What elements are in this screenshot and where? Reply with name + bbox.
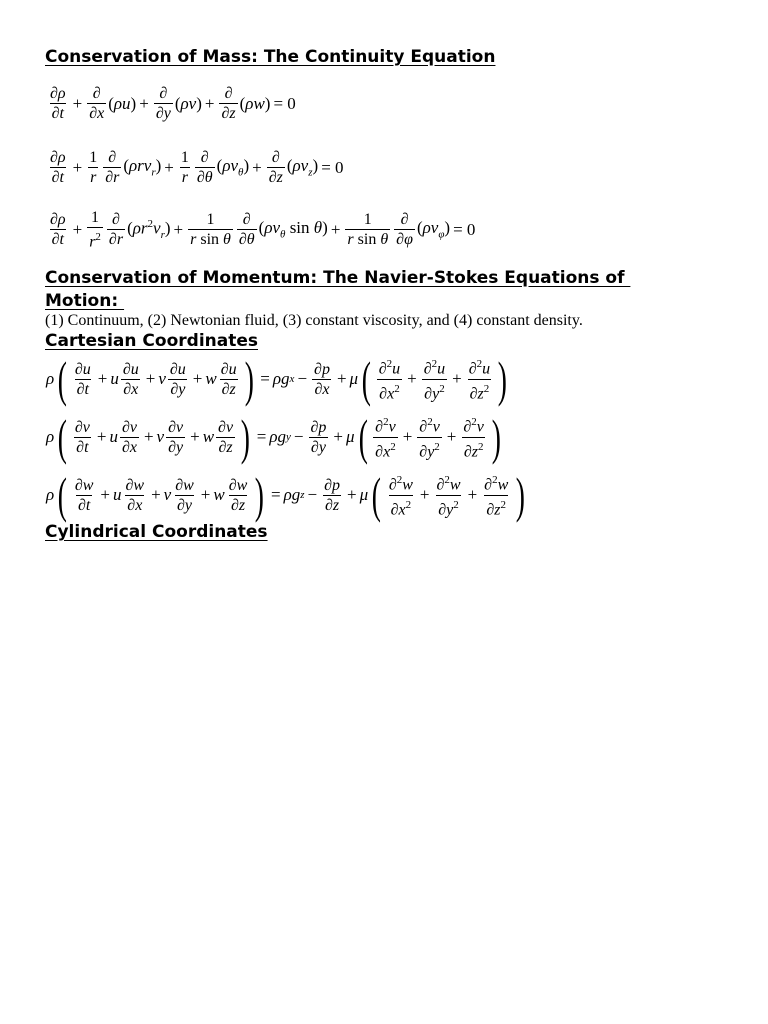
equation-navier-stokes-z: ρ ( $\frac{\partial w}{\partial t}$ + u $\frac{\partial w}{\partial x}$ + v $\frac{\partial w}{\partial y}$ + w $\frac{\partial w}{\partial z}$ ) = ρg z − $\frac{\partial p}{\partial z}$ + μ ( $\frac{\partial^2w}{\partial x^2}$ + $\frac{\partial^2w}{\partial y^2}$ + $\frac{\partial^2w}{\partial z^2}$ ) bbox=[46, 467, 526, 523]
equation-navier-stokes-x: ρ ( $\frac{\partial u}{\partial t}$ + u $\frac{\partial u}{\partial x}$ + v $\frac{\partial u}{\partial y}$ + w $\frac{\partial u}{\partial z}$ ) = ρg x − $\frac{\partial p}{\partial x}$ + μ ( $\frac{\partial^2u}{\partial x^2}$ + $\frac{\partial^2u}{\partial y^2}$ + $\frac{\partial^2u}{\partial z^2}$ ) bbox=[46, 351, 508, 407]
equation-navier-stokes-y: ρ ( $\frac{\partial v}{\partial t}$ + u $\frac{\partial v}{\partial x}$ + v $\frac{\partial v}{\partial y}$ + w $\frac{\partial v}{\partial z}$ ) = ρg y − $\frac{\partial p}{\partial y}$ + μ ( $\frac{\partial^2v}{\partial x^2}$ + $\frac{\partial^2v}{\partial y^2}$ + $\frac{\partial^2v}{\partial z^2}$ ) bbox=[46, 409, 501, 465]
heading-cylindrical-coordinates: Cylindrical Coordinates bbox=[45, 522, 268, 542]
equation-continuity-cartesian: $\frac{\partial\rho}{\partial t}$ + $\frac{\partial}{\partial x}$ (ρu) + $\frac{\partial}{\partial y}$ (ρv) + $\frac{\partial}{\partial z}$ (ρw) = 0 bbox=[50, 85, 296, 122]
heading-conservation-of-momentum-line2: Motion: bbox=[45, 291, 125, 311]
equation-continuity-cylindrical: $\frac{\partial\rho}{\partial t}$ + $\frac{1}{r}$ $\frac{\partial}{\partial r}$ (ρrv$_r$) + $\frac{1}{r}$ $\frac{\partial}{\partial\theta}$ $(\rho v_\theta)$ + $\frac{\partial}{\partial z}$ $(\rho v_z)$ = 0 bbox=[50, 149, 344, 186]
heading-conservation-of-mass: Conservation of Mass: The Continuity Equation bbox=[45, 47, 496, 67]
assumptions-text: (1) Continuum, (2) Newtonian fluid, (3) constant viscosity, and (4) constant density. bbox=[45, 312, 583, 329]
heading-conservation-of-momentum: Conservation of Momentum: The Navier-Stokes Equations of bbox=[45, 268, 631, 288]
heading-cartesian-coordinates: Cartesian Coordinates bbox=[45, 331, 258, 351]
equation-continuity-spherical: $\frac{\partial\rho}{\partial t}$ + $\frac{1}{r^2}$ $\frac{\partial}{\partial r}$ $(\rho r^2v_r)$ + $\frac{1}{\text{r sin θ}}$ $\frac{\partial}{\partial\theta}$ ($\rho v_\theta$ sin θ) + $\frac{1}{\text{r sin θ}}$ $\frac{\partial}{\partial\varphi}$ $(\rho v_\varphi)$ = 0 bbox=[50, 209, 476, 251]
